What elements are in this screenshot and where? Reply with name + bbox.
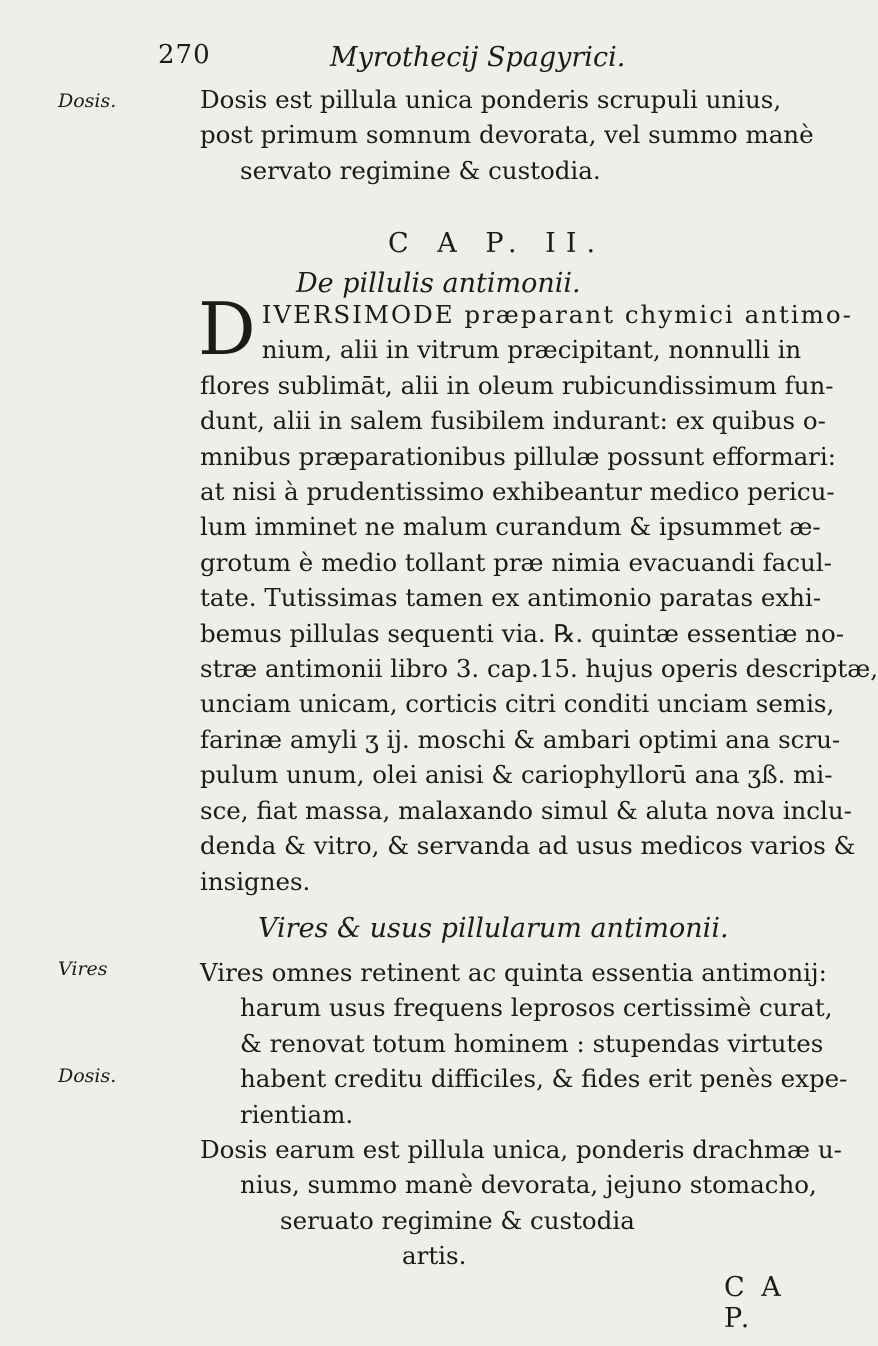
catchword: C A P. bbox=[724, 1272, 785, 1334]
text-line: nium, alii in vitrum præcipitant, nonnulli in bbox=[261, 335, 802, 365]
running-title: Myrothecij Spagyrici. bbox=[330, 42, 626, 73]
text-line: nius, summo manè devorata, jejuno stomacho, bbox=[240, 1170, 817, 1200]
margin-note-dosis-2: Dosis. bbox=[58, 1065, 117, 1087]
chapter-label: C A P. II. bbox=[388, 228, 606, 259]
text-line: artis. bbox=[402, 1241, 467, 1271]
margin-note-vires: Vires bbox=[58, 958, 108, 980]
paragraph-dosis-2 bbox=[200, 1132, 842, 1274]
text-line: flores sublimāt, alii in oleum rubicundissimum fun- bbox=[200, 370, 834, 400]
text-line: Dosis est pillula unica ponderis scrupuli unius, bbox=[200, 85, 782, 114]
paragraph-main bbox=[198, 287, 878, 899]
text-line: sce, fiat massa, malaxando simul & aluta nova inclu- bbox=[200, 795, 852, 825]
text-line: bemus pillulas sequenti via. ℞. quintæ essentiæ no- bbox=[200, 618, 844, 648]
margin-note-dosis: Dosis. bbox=[58, 90, 117, 112]
text-line: at nisi à prudentissimo exhibeantur medico pericu- bbox=[200, 477, 835, 507]
text-line: Dosis earum est pillula unica, ponderis drachmæ u- bbox=[200, 1135, 842, 1164]
text-line: lum imminet ne malum curandum & ipsummet æ- bbox=[200, 512, 821, 542]
text-line: tate. Tutissimas tamen ex antimonio paratas exhi- bbox=[200, 583, 822, 613]
text-line: rientiam. bbox=[240, 1099, 354, 1129]
text-line: Vires omnes retinent ac quinta essentia antimonij: bbox=[200, 958, 827, 987]
text-line: dunt, alii in salem fusibilem indurant: ex quibus o- bbox=[200, 406, 826, 436]
page-number: 270 bbox=[158, 40, 211, 70]
text-line: stræ antimonii libro 3. cap.15. hujus operis descriptæ, bbox=[200, 654, 878, 684]
text-line: mnibus præparationibus pillulæ possunt efformari: bbox=[200, 441, 836, 471]
text-line: insignes. bbox=[200, 866, 311, 896]
text-line: grotum è medio tollant præ nimia evacuandi facul- bbox=[200, 547, 832, 577]
text-line: unciam unicam, corticis citri conditi unciam semis, bbox=[200, 689, 835, 719]
text-line: farinæ amyli ʒ ij. moschi & ambari optimi ana scru- bbox=[200, 724, 841, 754]
text-line: IVERSIMODE præparant chymici antimo- bbox=[261, 300, 853, 329]
paragraph-dosis bbox=[200, 82, 814, 188]
chapter-title: De pillulis antimonii. bbox=[296, 268, 581, 299]
text-line: harum usus frequens leprosos certissimè curat, bbox=[240, 993, 833, 1023]
paragraph-vires bbox=[200, 955, 848, 1132]
text-line: & renovat totum hominem : stupendas virtutes bbox=[240, 1028, 824, 1058]
running-head bbox=[0, 40, 800, 80]
text-line: habent creditu difficiles, & fides erit penès expe- bbox=[240, 1064, 848, 1094]
section-title: Vires & usus pillularum antimonii. bbox=[258, 913, 729, 944]
text-line: servato regimine & custodia. bbox=[240, 155, 601, 185]
text-line: seruato regimine & custodia bbox=[280, 1205, 635, 1235]
text-line: denda & vitro, & servanda ad usus medicos varios & bbox=[200, 831, 856, 861]
drop-cap: D bbox=[198, 287, 256, 371]
text-line: pulum unum, olei anisi & cariophyllorū ana ʒß. mi- bbox=[200, 760, 833, 790]
text-line: post primum somnum devorata, vel summo manè bbox=[200, 120, 814, 150]
